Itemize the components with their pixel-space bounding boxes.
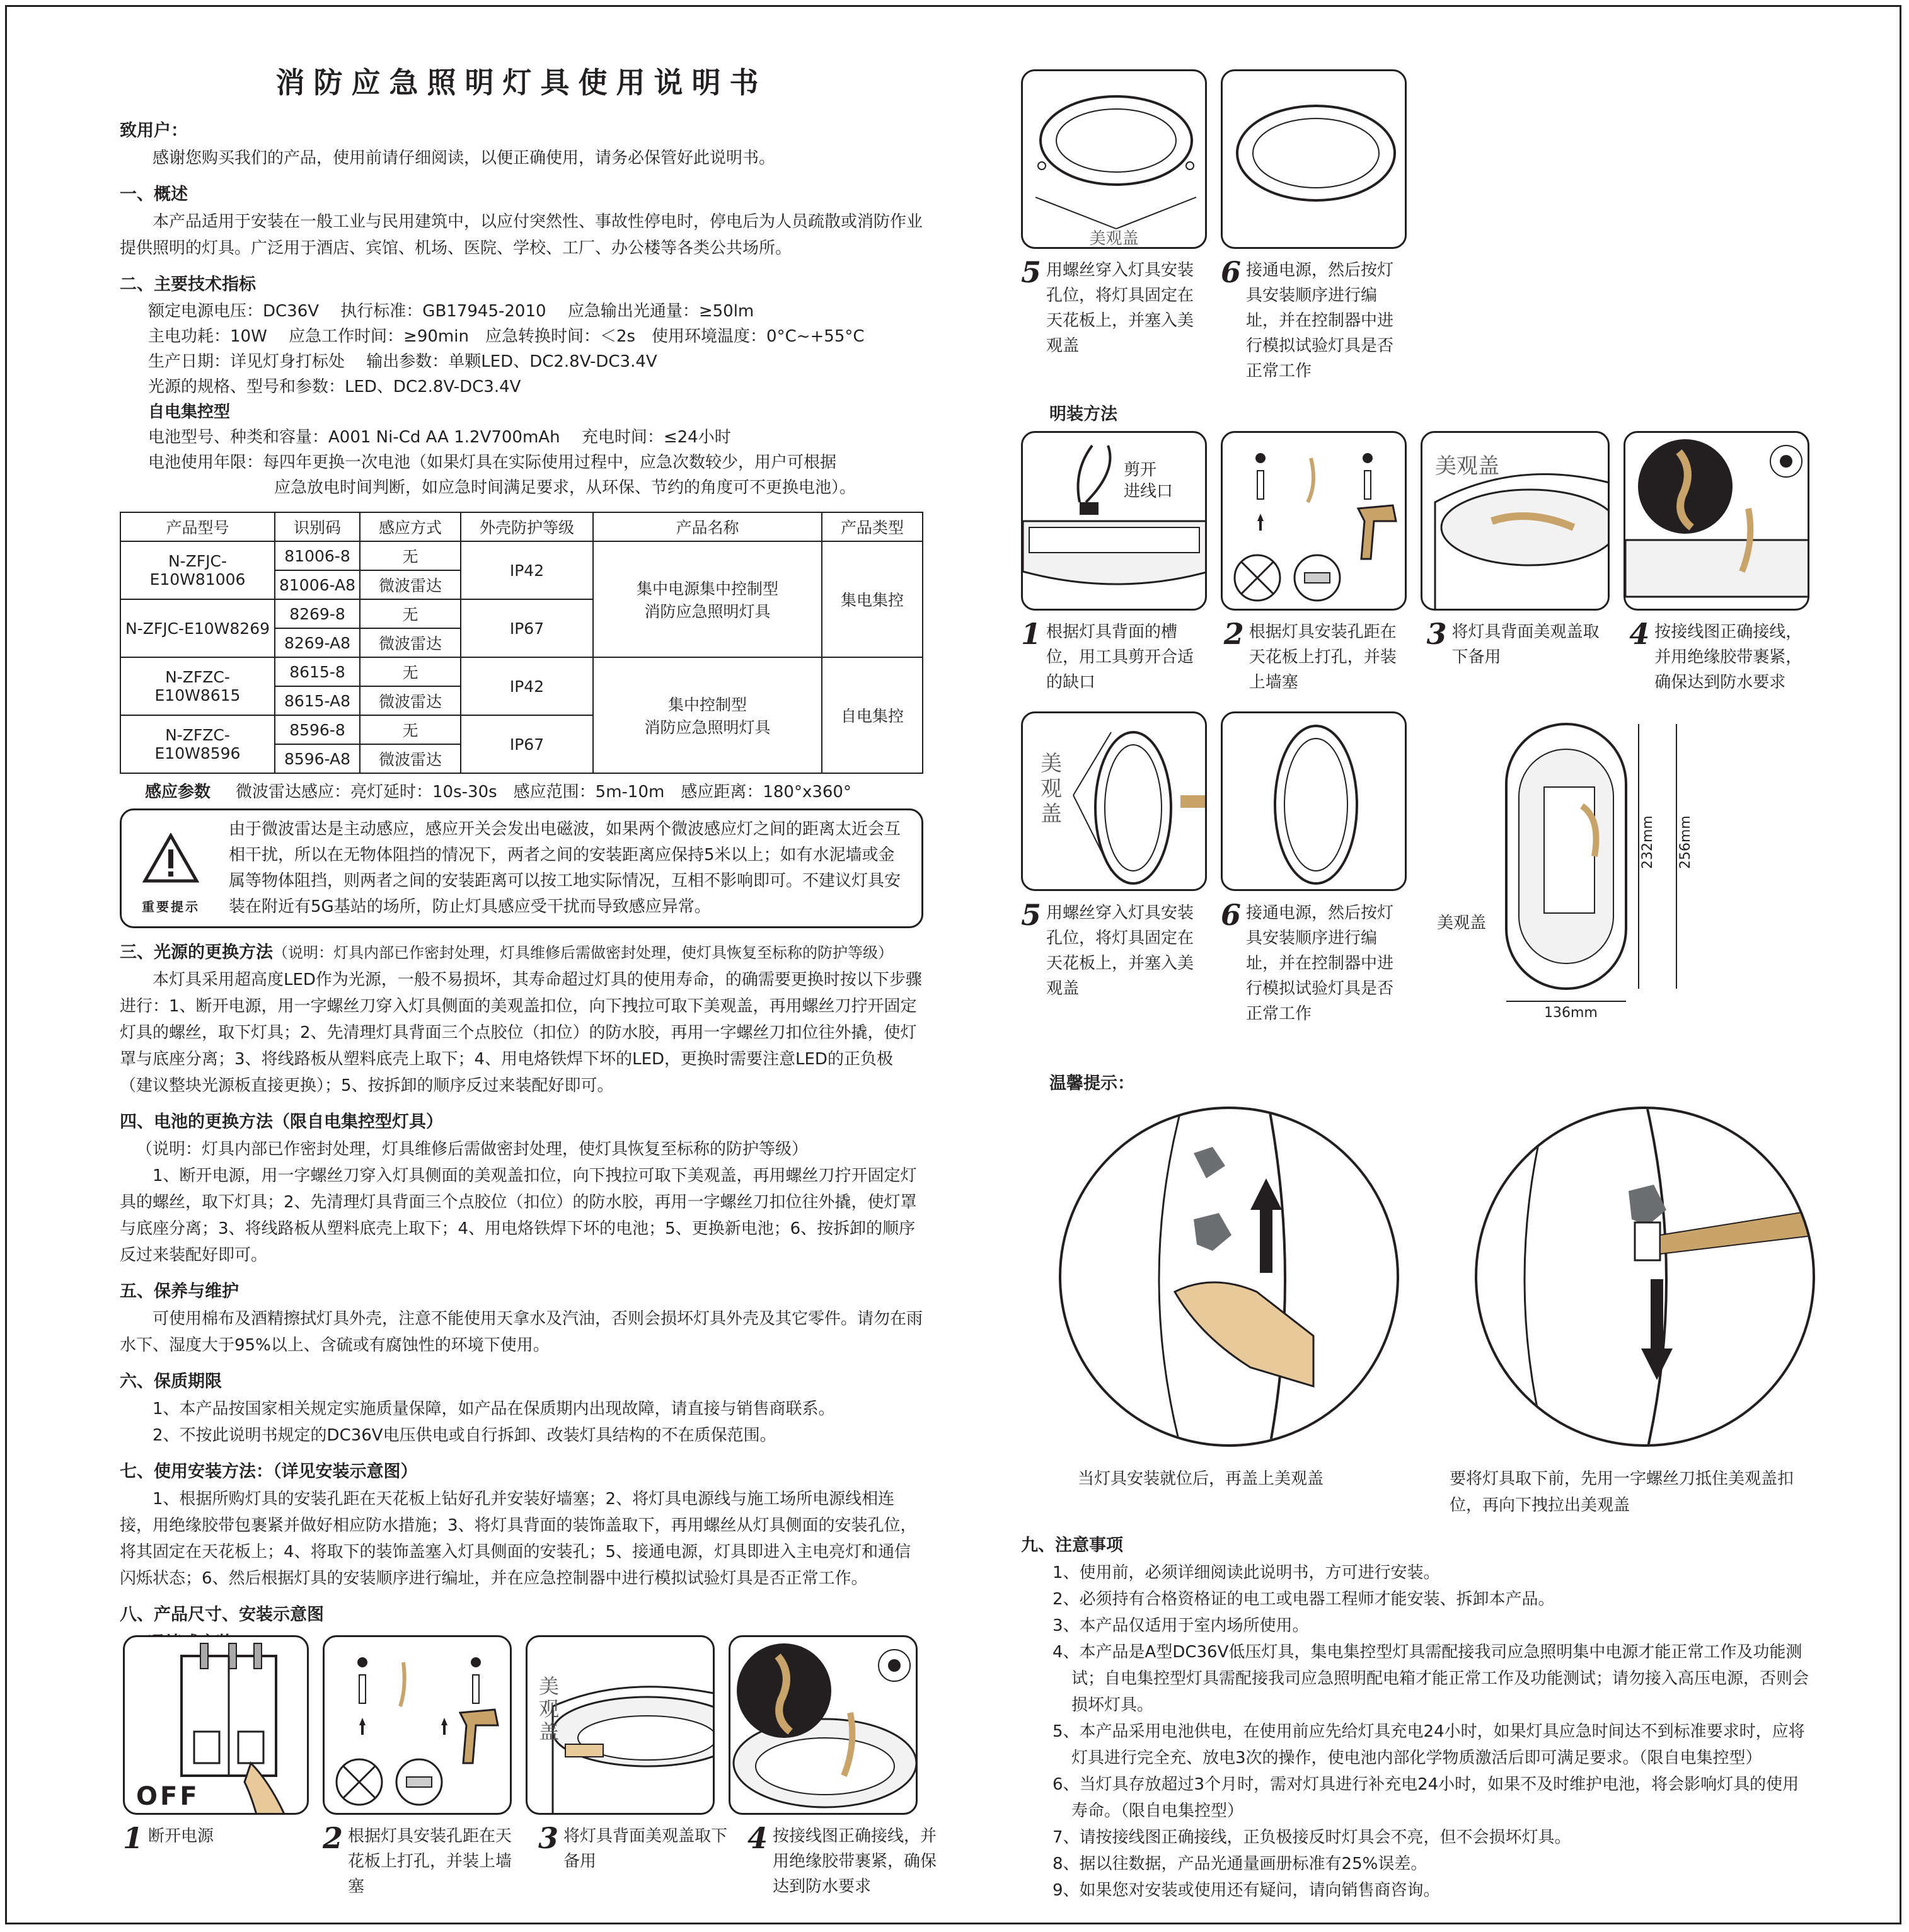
code-cell: 81006-8 (275, 541, 360, 570)
surface-figure-cover (1421, 431, 1610, 611)
spec-row: 电池型号、种类和容量：A001 Ni-Cd AA 1.2V700mAh 充电时间：≤24小时 (148, 428, 731, 447)
step-caption (1021, 900, 1207, 1026)
drill-figure (323, 1635, 512, 1815)
step-number: 5 (1021, 898, 1042, 932)
sensing-cell: 无 (360, 541, 461, 570)
warning-box (120, 808, 923, 928)
list-item: 6、当灯具存放超过3个月时，需对灯具进行补充电24小时，如果不及时维护电池，将会影响灯具的使用寿命。（限自电集控型） (1053, 1775, 1799, 1820)
step-caption (1629, 619, 1815, 695)
document-title: 消防应急照明灯具使用说明书 (275, 66, 768, 100)
spec-row: 额定电源电压：DC36V 执行标准：GB17945-2010 应急输出光通量：≥50lm (148, 302, 754, 321)
step-text: 将灯具背面美观盖取下备用 (563, 1827, 728, 1871)
step-caption (1426, 619, 1615, 695)
code-cell: 8615-A8 (275, 686, 360, 715)
spec-block (120, 299, 923, 500)
step-number: 1 (1021, 617, 1042, 651)
cover-label: 美观盖 (539, 1674, 560, 1744)
warning-label: 重要提示 (142, 899, 200, 914)
step-number: 3 (1426, 617, 1447, 651)
s5-heading: 五、保养与维护 (120, 1282, 239, 1301)
sensing-cell: 微波雷达 (360, 744, 461, 773)
surface-heading: 明装方法 (1049, 405, 1117, 424)
step-number: 6 (1221, 255, 1242, 289)
warning-icon (133, 833, 209, 920)
step-text: 按接线图正确接线，并用绝缘胶带裹紧，确保达到防水要求 (1654, 623, 1802, 692)
wall-install-figures (123, 1629, 1018, 1899)
sensing-cell: 微波雷达 (360, 686, 461, 715)
s4-heading: 四、电池的更换方法（限自电集控型灯具） (120, 1112, 443, 1132)
list-item: 7、请按接线图正确接线，正负极接反时灯具会不亮，但不会损坏灯具。 (1053, 1828, 1571, 1847)
step-text: 根据灯具安装孔距在天花板上打孔，并装上墙塞 (1249, 623, 1397, 692)
s5-text: 可使用棉布及酒精擦拭灯具外壳，注意不能使用天拿水及汽油，否则会损坏灯具外壳及其它零件。请勿在雨水下、湿度大于95%以上、含硫或有腐蚀性的环境下使用。 (120, 1309, 923, 1355)
s2-heading: 二、主要技术指标 (120, 275, 256, 294)
product-type-cell: 集电集控 (822, 541, 923, 657)
ip-cell: IP42 (461, 541, 593, 599)
product-type-cell: 自电集控 (822, 657, 923, 773)
step-caption (1224, 619, 1413, 695)
switch-figure (123, 1635, 309, 1815)
list-item: 4、本产品是A型DC36V低压灯具，集电集控型灯具需配接我司应急照明集中电源才能正常工作及功能测试；自电集控型灯具需配接我司应急照明配电箱才能正常工作及功能测试；请勿接入高压电源，否则会损坏灯具。 (1053, 1643, 1809, 1715)
s4-text: 1、断开电源，用一字螺丝刀穿入灯具侧面的美观盖扣位，向下拽拉可取下美观盖，再用螺丝刀拧开固定灯具的螺丝，取下灯具；2、先清理灯具背面三个点胶位（扣位）的防水胶，再用一字螺丝刀扣位往外撬，使灯罩与底座分离；3、将线路板从塑料底壳上取下；4、用电烙铁焊下坏的电池；5、更换新电池；6、按拆卸的顺序反过来装配好即可。 (120, 1166, 917, 1265)
dim-height-2: 256mm (1678, 815, 1693, 869)
wall-step-captions (123, 1821, 1018, 1899)
left-column (120, 60, 923, 1657)
greeting-heading: 致用户： (120, 121, 188, 141)
spec-row: 主电功耗：10W 应急工作时间：≥90min 应急转换时间：＜2s 使用环境温度：0°C~+55°C (148, 327, 865, 346)
model-cell: N-ZFJC-E10W8269 (120, 599, 275, 657)
list-item: 5、本产品采用电池供电，在使用前应先给灯具充电24小时，如果灯具应急时间达不到标准要求时，应将灯具进行完全充、放电3次的操作，使电池内部化学物质激活后即可满足要求。（限自电集控型） (1053, 1722, 1805, 1768)
list-item: 3、本产品仅适用于室内场所使用。 (1053, 1616, 1309, 1635)
wiring-figure (729, 1635, 918, 1815)
step-text: 按接线图正确接线，并用绝缘胶带裹紧，确保达到防水要求 (773, 1827, 937, 1896)
dimension-drawing (1437, 711, 1790, 1021)
tip-figure-remove (1475, 1107, 1815, 1447)
mid-figures (1021, 711, 1815, 1039)
spec-row: 电池使用年限：每四年更换一次电池（如果灯具在实际使用过程中，应急次数较少，用户可根据 (148, 453, 837, 472)
step-caption (1221, 255, 1407, 384)
table-header: 产品型号 (120, 512, 275, 541)
s4-note: （说明：灯具内部已作密封处理，灯具维修后需做密封处理，使灯具恢复至标称的防护等级） (136, 1140, 809, 1159)
step-text: 接通电源，然后按灯具安装顺序进行编址，并在控制器中进行模拟试验灯具是否正常工作 (1246, 261, 1394, 381)
step-caption (123, 1821, 309, 1899)
sensing-cell: 无 (360, 657, 461, 686)
step-caption (747, 1821, 949, 1899)
step-number: 4 (1629, 617, 1650, 651)
sensing-label: 感应参数 (145, 783, 211, 802)
table-header: 产品类型 (822, 512, 923, 541)
code-cell: 8615-8 (275, 657, 360, 686)
tip-caption: 要将灯具取下前，先用一字螺丝刀抵住美观盖扣位，再向下拽拉出美观盖 (1450, 1469, 1794, 1515)
off-label: OFF (136, 1782, 200, 1811)
list-item: 1、使用前，必须详细阅读此说明书，方可进行安装。 (1053, 1563, 1440, 1582)
step-number: 1 (123, 1821, 144, 1855)
mount-figure-c (1021, 711, 1207, 891)
mount-figure-d (1221, 711, 1407, 891)
notes-list (1021, 1560, 1815, 1904)
sensing-params (145, 779, 923, 802)
s8-heading: 八、产品尺寸、安装示意图 (120, 1605, 324, 1624)
step-caption (323, 1821, 524, 1899)
sensing-text: 微波雷达感应：亮灯延时：10s-30s 感应范围：5m-10m 感应距离：180°x360° (236, 783, 851, 802)
mount-figure-a (1021, 69, 1207, 249)
ip-cell: IP67 (461, 715, 593, 773)
list-item: 9、如果您对安装或使用还有疑问，请向销售商咨询。 (1053, 1881, 1440, 1900)
step-text: 断开电源 (148, 1827, 214, 1846)
step-text: 根据灯具安装孔距在天花板上打孔，并装上墙塞 (348, 1827, 512, 1896)
s6-line: 1、本产品按国家相关规定实施质量保障，如产品在保质期内出现故障，请直接与销售商联系。 (153, 1400, 835, 1418)
s6-heading: 六、保质期限 (120, 1372, 222, 1391)
step-caption (1021, 255, 1207, 384)
tip-captions (1078, 1466, 1815, 1519)
tip-figures (1059, 1107, 1815, 1447)
dim-height-1: 232mm (1640, 815, 1656, 869)
greeting-text: 感谢您购买我们的产品，使用前请仔细阅读，以便正确使用，请务必保管好此说明书。 (153, 149, 776, 168)
s1-heading: 一、概述 (120, 185, 188, 204)
s3-note: （说明：灯具内部已作密封处理，灯具维修后需做密封处理，使灯具恢复至标称的防护等级） (273, 944, 893, 962)
step-number: 6 (1221, 898, 1242, 932)
ip-cell: IP67 (461, 599, 593, 657)
table-header: 感应方式 (360, 512, 461, 541)
tips-heading: 温馨提示： (1049, 1074, 1134, 1093)
sensing-cell: 微波雷达 (360, 628, 461, 657)
step-number: 5 (1021, 255, 1042, 289)
surface-figure-drill (1221, 431, 1407, 611)
s7-text: 1、根据所购灯具的安装孔距在天花板上钻好孔并安装好墙塞；2、将灯具电源线与施工场所电源线相连接，用绝缘胶带包裹紧并做好相应防水措施；3、将灯具背面的装饰盖取下，再用螺丝从灯具侧面的安装孔位，将其固定在天花板上；4、将取下的装饰盖塞入灯具侧面的安装孔；5、接通电源，灯具即进入主电亮灯和通信闪烁状态；6、然后根据灯具的安装顺序进行编址，并在应急控制器中进行模拟试验灯具是否正常工作。 (120, 1490, 917, 1588)
list-item: 8、据以往数据，产品光通量画册标准有25%误差。 (1053, 1854, 1427, 1873)
step-number: 2 (1223, 617, 1244, 651)
warning-text: 由于微波雷达是主动感应，感应开关会发出电磁波，如果两个微波感应灯之间的距离太近会互相干扰，所以在无物体阻挡的情况下，两者之间的安装距离应保持5米以上；如有水泥墙或金属等物体阻挡，则两者之间的安装距离可以按工地实际情况，互相不影响即可。不建议灯具安装在附近有5G基站的场所，防止灯具感应受干扰而导致感应异常。 (229, 820, 901, 916)
list-item: 2、必须持有合格资格证的电工或电器工程师才能安装、拆卸本产品。 (1053, 1590, 1555, 1609)
cover-figure (526, 1635, 715, 1815)
s3-text: 本灯具采用超高度LED作为光源，一般不易损坏，其寿命超过灯具的使用寿命，的确需要更换时按以下步骤进行：1、断开电源，用一字螺丝刀穿入灯具侧面的美观盖扣位，向下拽拉可取下美观盖，再用螺丝刀拧开固定灯具的螺丝，取下灯具；2、先清理灯具背面三个点胶位（扣位）的防水胶，再用一字螺丝刀扣位往外撬，使灯罩与底座分离；3、将线路板从塑料底壳上取下；4、用电烙铁焊下坏的LED，更换时需要注意LED的正负极（建议整块光源板直接更换）；5、按拆卸的顺序反过来装配好即可。 (120, 970, 922, 1095)
spec-row: 光源的规格、型号和参数：LED、DC2.8V-DC3.4V (148, 377, 521, 396)
surface-figure-cut (1021, 431, 1207, 611)
model-cell: N-ZFZC-E10W8596 (120, 715, 275, 773)
s1-text: 本产品适用于安装在一般工业与民用建筑中，以应付突然性、事故性停电时，停电后为人员疏散或消防作业提供照明的灯具。广泛用于酒店、宾馆、机场、医院、学校、工厂、办公楼等各类公共场所。 (120, 212, 923, 258)
step-number: 3 (538, 1821, 559, 1855)
code-cell: 8269-8 (275, 599, 360, 628)
spec-row: 应急放电时间判断，如应急时间满足要求，从环保、节约的角度可不更换电池）。 (274, 478, 856, 497)
mount-figure-b (1221, 69, 1407, 249)
notes-heading: 九、注意事项 (1021, 1536, 1123, 1555)
table-header: 外壳防护等级 (461, 512, 593, 541)
s3-heading (120, 938, 923, 963)
product-name-cell: 集中控制型 消防应急照明灯具 (593, 657, 822, 773)
cut-label: 剪开 进线口 (1124, 461, 1174, 501)
step-number: 2 (323, 1821, 343, 1855)
step-caption (538, 1821, 734, 1899)
code-cell: 8269-A8 (275, 628, 360, 657)
step-caption (1221, 900, 1407, 1026)
dim-width: 136mm (1544, 1005, 1598, 1021)
spec-row: 生产日期：详见灯身打标处 输出参数：单颗LED、DC2.8V-DC3.4V (148, 352, 657, 371)
ip-cell: IP42 (461, 657, 593, 715)
step-text: 接通电源，然后按灯具安装顺序进行编址，并在控制器中进行模拟试验灯具是否正常工作 (1246, 904, 1394, 1023)
product-name-cell: 集中电源集中控制型 消防应急照明灯具 (593, 541, 822, 657)
spec-subheading: 自电集控型 (148, 403, 231, 422)
model-cell: N-ZFZC-E10W8615 (120, 657, 275, 715)
table-header: 识别码 (275, 512, 360, 541)
code-cell: 8596-8 (275, 715, 360, 744)
product-table (120, 512, 923, 774)
code-cell: 8596-A8 (275, 744, 360, 773)
model-cell: N-ZFJC-E10W81006 (120, 541, 275, 599)
code-cell: 81006-A8 (275, 570, 360, 599)
cover-label: 美观盖 (1435, 454, 1499, 479)
right-column (1021, 63, 1815, 1904)
dim-cover-label: 美观盖 (1437, 914, 1487, 933)
step-text: 用螺丝穿入灯具安装孔位，将灯具固定在天花板上，并塞入美观盖 (1046, 261, 1194, 355)
surface-figure-wiring (1624, 431, 1809, 611)
sensing-cell: 微波雷达 (360, 570, 461, 599)
tip-figure-install (1059, 1107, 1399, 1447)
tip-caption: 当灯具安装就位后，再盖上美观盖 (1078, 1469, 1324, 1488)
s6-line: 2、不按此说明书规定的DC36V电压供电或自行拆卸、改装灯具结构的不在质保范围。 (153, 1426, 776, 1445)
table-header: 产品名称 (593, 512, 822, 541)
sensing-cell: 无 (360, 715, 461, 744)
step-number: 4 (747, 1821, 768, 1855)
step-text: 用螺丝穿入灯具安装孔位，将灯具固定在天花板上，并塞入美观盖 (1046, 904, 1194, 998)
s7-heading: 七、使用安装方法：（详见安装示意图） (120, 1462, 418, 1481)
cover-label: 美观盖 (1089, 229, 1139, 248)
cover-label: 美观盖 (1041, 751, 1062, 827)
step-text: 根据灯具背面的槽位，用工具剪开合适的缺口 (1046, 623, 1194, 692)
s3-title: 三、光源的更换方法 (120, 943, 273, 962)
step-text: 将灯具背面美观盖取下备用 (1451, 623, 1600, 667)
sensing-cell: 无 (360, 599, 461, 628)
step-caption (1021, 619, 1210, 695)
